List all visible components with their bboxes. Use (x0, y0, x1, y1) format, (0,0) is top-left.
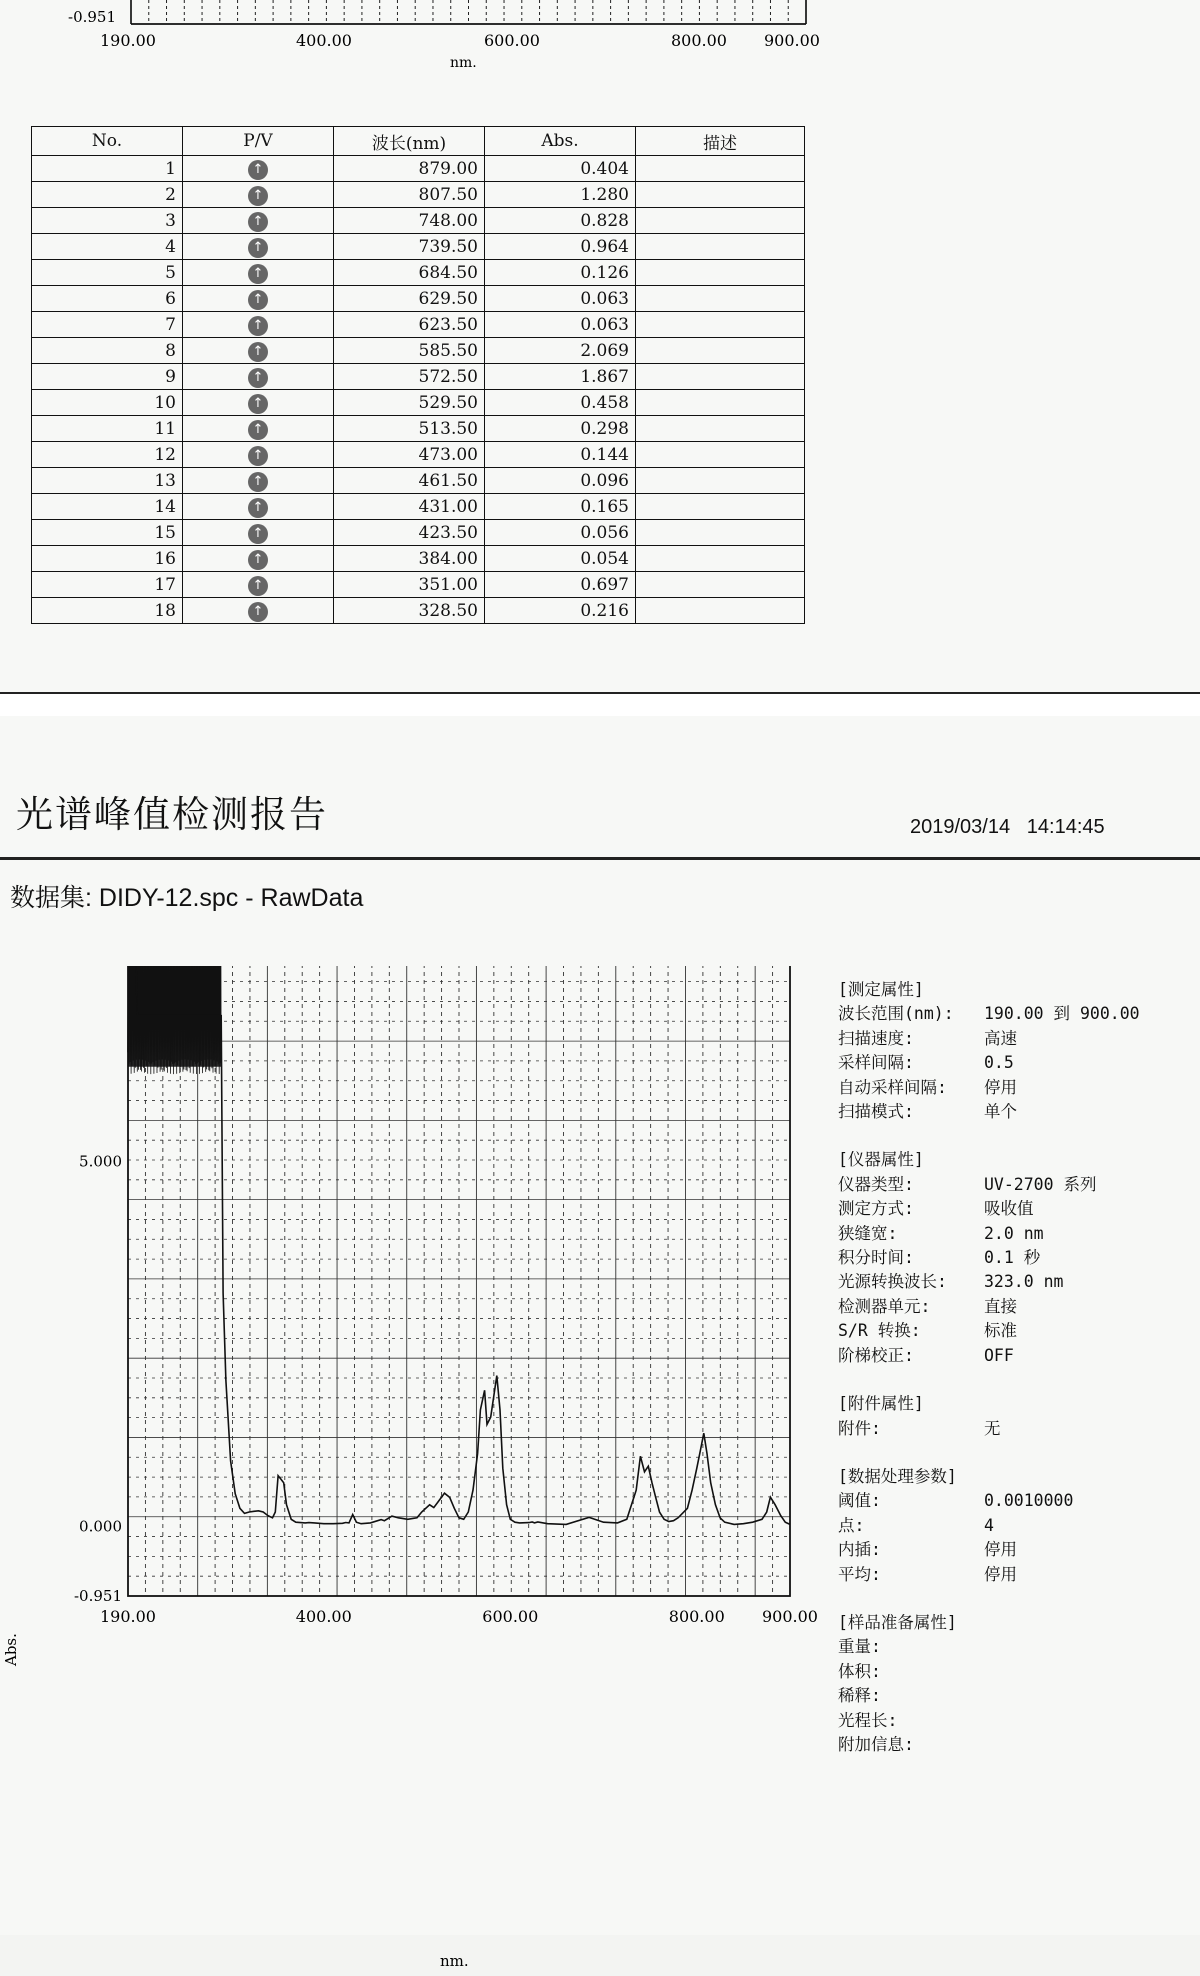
report-page (0, 716, 1200, 1970)
peak-wavelength: 423.50 (334, 520, 485, 546)
x-tick-label: 600.00 (482, 1607, 539, 1626)
property-value: 323.0 nm (984, 1272, 1064, 1292)
sample-header: [样品准备属性] (838, 1612, 957, 1632)
peak-abs: 0.697 (485, 572, 636, 598)
property-value: 4 (984, 1515, 994, 1535)
peak-type (183, 442, 334, 468)
table-row (32, 260, 805, 286)
property-row (838, 1051, 1140, 1075)
property-key: 波长范围(nm): (838, 1004, 954, 1024)
peak-abs: 0.144 (485, 442, 636, 468)
property-row (838, 1489, 1140, 1513)
peak-no: 15 (32, 520, 183, 546)
peak-description (636, 520, 805, 546)
table-row (32, 390, 805, 416)
property-value: OFF (984, 1345, 1014, 1365)
peak-wavelength: 684.50 (334, 260, 485, 286)
property-value: 0.1 秒 (984, 1248, 1041, 1268)
peak-table (31, 126, 805, 624)
property-row (838, 1733, 1140, 1757)
peak-type (183, 182, 334, 208)
property-key: 扫描模式: (838, 1102, 914, 1122)
peak-wavelength: 623.50 (334, 312, 485, 338)
peak-abs: 0.056 (485, 520, 636, 546)
table-row (32, 234, 805, 260)
property-row (838, 1027, 1140, 1051)
report-title: 光谱峰值检测报告 (16, 793, 328, 836)
peak-description (636, 442, 805, 468)
property-row (838, 1319, 1140, 1343)
peak-no: 9 (32, 364, 183, 390)
property-key: 附加信息: (838, 1734, 914, 1754)
peak-wavelength: 807.50 (334, 182, 485, 208)
property-key: 积分时间: (838, 1248, 914, 1268)
property-key: 阶梯校正: (838, 1345, 914, 1365)
table-row (32, 208, 805, 234)
x-axis-label: nm. (440, 1952, 469, 1970)
peak-up-arrow-icon: ↑ (248, 238, 268, 258)
peak-up-arrow-icon: ↑ (248, 264, 268, 284)
peak-up-arrow-icon: ↑ (248, 368, 268, 388)
property-key: 狭缝宽: (838, 1223, 898, 1243)
peak-wavelength: 431.00 (334, 494, 485, 520)
peak-up-arrow-icon: ↑ (248, 212, 268, 232)
peak-wavelength: 748.00 (334, 208, 485, 234)
x-tick-label: 400.00 (295, 1607, 352, 1626)
peak-no: 17 (32, 572, 183, 598)
peak-description (636, 338, 805, 364)
table-row (32, 442, 805, 468)
table-row (32, 494, 805, 520)
peak-up-arrow-icon: ↑ (248, 394, 268, 414)
peak-wavelength: 513.50 (334, 416, 485, 442)
peak-type (183, 312, 334, 338)
peak-type (183, 598, 334, 624)
peak-no: 3 (32, 208, 183, 234)
table-row (32, 286, 805, 312)
peak-type (183, 286, 334, 312)
peak-wavelength: 529.50 (334, 390, 485, 416)
property-row (838, 1514, 1140, 1538)
property-row (838, 1635, 1140, 1659)
peak-type (183, 520, 334, 546)
property-row (838, 1197, 1140, 1221)
peak-wavelength: 384.00 (334, 546, 485, 572)
property-key: 自动采样间隔: (838, 1077, 947, 1097)
peak-up-arrow-icon: ↑ (248, 472, 268, 492)
peak-up-arrow-icon: ↑ (248, 446, 268, 466)
accessory-header: [附件属性] (838, 1394, 924, 1414)
x-tick-400: 400.00 (296, 31, 352, 50)
peak-no: 12 (32, 442, 183, 468)
col-pv: P/V (183, 127, 334, 156)
property-key: 点: (838, 1515, 865, 1535)
peak-type (183, 338, 334, 364)
property-row (838, 1173, 1140, 1197)
spectrum-chart (0, 966, 830, 1976)
y-tick-label: -0.951 (73, 1587, 122, 1605)
peak-description (636, 468, 805, 494)
y-axis-label: Abs. (2, 1633, 20, 1666)
peak-abs: 0.964 (485, 234, 636, 260)
table-row (32, 572, 805, 598)
peak-wavelength: 879.00 (334, 156, 485, 182)
peak-up-arrow-icon: ↑ (248, 342, 268, 362)
peak-up-arrow-icon: ↑ (248, 498, 268, 518)
processing-header: [数据处理参数] (838, 1466, 957, 1486)
property-key: 平均: (838, 1564, 881, 1584)
peak-description (636, 364, 805, 390)
peak-description (636, 494, 805, 520)
col-abs: Abs. (485, 127, 636, 156)
property-key: 体积: (838, 1661, 881, 1681)
property-value: 高速 (984, 1028, 1017, 1048)
y-tick-label: 5.000 (79, 1152, 122, 1171)
x-tick-label: 800.00 (668, 1607, 725, 1626)
x-tick-190: 190.00 (100, 31, 156, 50)
x-tick-600: 600.00 (484, 31, 540, 50)
peak-abs: 0.063 (485, 286, 636, 312)
property-key: 内插: (838, 1540, 881, 1560)
table-row (32, 546, 805, 572)
peak-type (183, 364, 334, 390)
property-key: 检测器单元: (838, 1296, 931, 1316)
property-key: 光程长: (838, 1710, 898, 1730)
peak-wavelength: 328.50 (334, 598, 485, 624)
property-row (838, 1222, 1140, 1246)
property-row (838, 1709, 1140, 1733)
peak-abs: 1.867 (485, 364, 636, 390)
peak-wavelength: 572.50 (334, 364, 485, 390)
peak-no: 1 (32, 156, 183, 182)
property-row (838, 1270, 1140, 1294)
peak-description (636, 234, 805, 260)
peak-up-arrow-icon: ↑ (248, 550, 268, 570)
table-row (32, 156, 805, 182)
peak-no: 4 (32, 234, 183, 260)
peak-up-arrow-icon: ↑ (248, 602, 268, 622)
peak-no: 13 (32, 468, 183, 494)
peak-abs: 0.054 (485, 546, 636, 572)
accessory-properties (838, 1392, 1140, 1441)
sample-properties (838, 1611, 1140, 1757)
peak-description (636, 286, 805, 312)
y-min-label: -0.951 (68, 8, 117, 26)
table-row (32, 468, 805, 494)
property-value: 停用 (984, 1540, 1017, 1560)
x-tick-800: 800.00 (671, 31, 727, 50)
property-value: 2.0 nm (984, 1223, 1044, 1243)
peak-abs: 0.828 (485, 208, 636, 234)
x-tick-label: 190.00 (100, 1607, 156, 1626)
peak-no: 16 (32, 546, 183, 572)
measure-properties (838, 978, 1140, 1124)
report-page-previous (0, 0, 1200, 692)
property-key: 阈值: (838, 1491, 881, 1511)
properties-panel (838, 978, 1140, 1781)
table-row (32, 364, 805, 390)
peak-no: 8 (32, 338, 183, 364)
property-row (838, 1100, 1140, 1124)
property-value: 0.0010000 (984, 1491, 1074, 1511)
peak-abs: 2.069 (485, 338, 636, 364)
property-key: 采样间隔: (838, 1053, 914, 1073)
peak-abs: 0.096 (485, 468, 636, 494)
header-rule (0, 857, 1200, 860)
peak-no: 14 (32, 494, 183, 520)
col-wavelength: 波长(nm) (334, 127, 485, 156)
peak-abs: 0.126 (485, 260, 636, 286)
peak-description (636, 546, 805, 572)
peak-type (183, 390, 334, 416)
peak-description (636, 572, 805, 598)
peak-up-arrow-icon: ↑ (248, 576, 268, 596)
x-axis-label: nm. (450, 55, 477, 71)
peak-up-arrow-icon: ↑ (248, 160, 268, 180)
peak-type (183, 494, 334, 520)
property-value: 标准 (984, 1321, 1017, 1341)
col-no: No. (32, 127, 183, 156)
property-key: 测定方式: (838, 1199, 914, 1219)
peak-up-arrow-icon: ↑ (248, 316, 268, 336)
property-row (838, 1563, 1140, 1587)
peak-abs: 0.165 (485, 494, 636, 520)
peak-no: 2 (32, 182, 183, 208)
dataset-label: 数据集: DIDY-12.spc - RawData (10, 884, 364, 912)
peak-wavelength: 739.50 (334, 234, 485, 260)
table-row (32, 182, 805, 208)
peak-type (183, 416, 334, 442)
property-value: 无 (984, 1418, 1001, 1438)
previous-chart-bottom (0, 0, 1200, 80)
peak-description (636, 598, 805, 624)
peak-abs: 0.298 (485, 416, 636, 442)
peak-type (183, 546, 334, 572)
peak-abs: 0.063 (485, 312, 636, 338)
property-row (838, 1246, 1140, 1270)
peak-description (636, 156, 805, 182)
table-row (32, 338, 805, 364)
peak-wavelength: 351.00 (334, 572, 485, 598)
property-key: 附件: (838, 1418, 881, 1438)
property-row (838, 1417, 1140, 1441)
property-value: 停用 (984, 1077, 1017, 1097)
peak-type (183, 572, 334, 598)
peak-wavelength: 461.50 (334, 468, 485, 494)
property-value: 停用 (984, 1564, 1017, 1584)
peak-description (636, 312, 805, 338)
peak-description (636, 182, 805, 208)
property-row (838, 1344, 1140, 1368)
report-datetime: 2019/03/14 14:14:45 (910, 816, 1105, 838)
peak-abs: 0.458 (485, 390, 636, 416)
property-value: 单个 (984, 1102, 1017, 1122)
peak-type (183, 208, 334, 234)
col-description: 描述 (636, 127, 805, 156)
instrument-properties (838, 1148, 1140, 1368)
property-row (838, 1538, 1140, 1562)
peak-abs: 0.216 (485, 598, 636, 624)
peak-type (183, 468, 334, 494)
peak-abs: 0.404 (485, 156, 636, 182)
peak-no: 11 (32, 416, 183, 442)
property-row (838, 1684, 1140, 1708)
y-tick-label: 0.000 (79, 1517, 122, 1536)
property-key: 稀释: (838, 1686, 881, 1706)
property-value: 直接 (984, 1296, 1017, 1316)
peak-wavelength: 629.50 (334, 286, 485, 312)
property-row (838, 1002, 1140, 1026)
peak-description (636, 260, 805, 286)
property-key: 仪器类型: (838, 1174, 914, 1194)
peak-abs: 1.280 (485, 182, 636, 208)
peak-type (183, 234, 334, 260)
peak-description (636, 208, 805, 234)
peak-up-arrow-icon: ↑ (248, 290, 268, 310)
peak-no: 5 (32, 260, 183, 286)
page-separator (0, 692, 1200, 718)
property-key: 重量: (838, 1637, 881, 1657)
instrument-header: [仪器属性] (838, 1150, 924, 1170)
peak-table-header (32, 127, 805, 156)
table-row (32, 312, 805, 338)
peak-type (183, 156, 334, 182)
peak-no: 10 (32, 390, 183, 416)
peak-description (636, 416, 805, 442)
peak-wavelength: 473.00 (334, 442, 485, 468)
peak-type (183, 260, 334, 286)
measure-header: [测定属性] (838, 980, 924, 999)
peak-description (636, 390, 805, 416)
peak-up-arrow-icon: ↑ (248, 420, 268, 440)
property-value: UV-2700 系列 (984, 1174, 1097, 1194)
table-row (32, 520, 805, 546)
property-value: 0.5 (984, 1053, 1014, 1073)
x-tick-900: 900.00 (764, 31, 820, 50)
peak-up-arrow-icon: ↑ (248, 186, 268, 206)
table-row (32, 416, 805, 442)
peak-no: 6 (32, 286, 183, 312)
property-row (838, 1660, 1140, 1684)
property-key: 扫描速度: (838, 1028, 914, 1048)
property-key: S/R 转换: (838, 1321, 921, 1341)
x-tick-label: 900.00 (762, 1607, 818, 1626)
processing-parameters (838, 1465, 1140, 1587)
property-row (838, 1295, 1140, 1319)
peak-up-arrow-icon: ↑ (248, 524, 268, 544)
table-row (32, 598, 805, 624)
peak-wavelength: 585.50 (334, 338, 485, 364)
property-key: 光源转换波长: (838, 1272, 947, 1292)
property-row (838, 1076, 1140, 1100)
property-value: 190.00 到 900.00 (984, 1004, 1140, 1024)
property-value: 吸收值 (984, 1199, 1034, 1219)
peak-no: 7 (32, 312, 183, 338)
peak-no: 18 (32, 598, 183, 624)
